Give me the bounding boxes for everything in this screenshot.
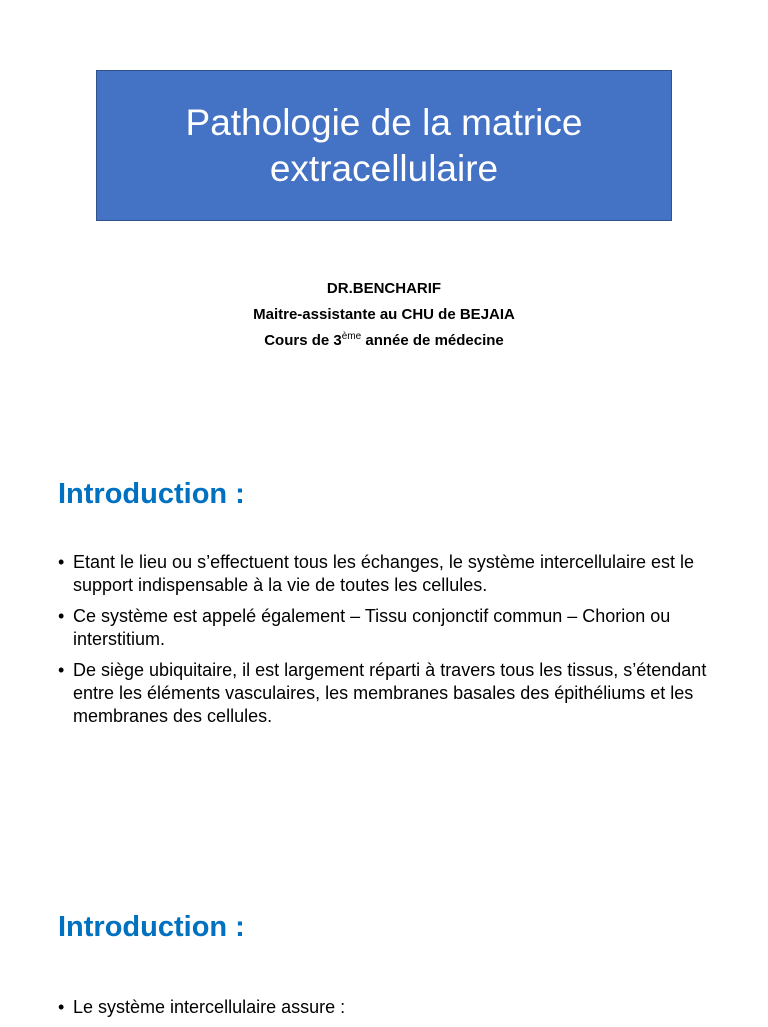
bullet-icon: • — [58, 552, 65, 572]
bullet-icon: • — [58, 606, 65, 626]
list-item — [58, 996, 718, 1019]
course-prefix: Cours de 3 — [264, 332, 342, 349]
course-superscript: ème — [341, 331, 362, 342]
list-item — [58, 659, 718, 728]
author-block — [0, 276, 768, 354]
bullet-list-introduction-2 — [58, 996, 718, 1027]
list-item — [58, 605, 718, 651]
bullet-icon: • — [58, 997, 65, 1017]
author-position: Maitre-assistante au CHU de BEJAIA — [253, 306, 515, 323]
bullet-text: Le système intercellulaire assure : — [73, 997, 346, 1017]
bullet-text: Ce système est appelé également – Tissu conjonctif commun – Chorion ou interstitium. — [73, 606, 671, 649]
bullet-text: Etant le lieu ou s’effectuent tous les échanges, le système intercellulaire est le support indispensable à la vie de toutes les cellules. — [73, 552, 695, 595]
title-banner — [96, 70, 672, 221]
course-line — [0, 328, 768, 354]
list-item — [58, 551, 718, 597]
bullet-icon: • — [58, 660, 65, 680]
section-heading-introduction-2: Introduction : — [58, 911, 245, 943]
section-heading-introduction: Introduction : — [58, 478, 245, 510]
title-line-2: extracellulaire — [269, 147, 499, 189]
bullet-list-introduction — [58, 551, 718, 736]
title-line-1: Pathologie de la matrice — [185, 101, 583, 143]
bullet-text: De siège ubiquitaire, il est largement réparti à travers tous les tissus, s’étendant entre les éléments vasculaires, les membranes basales des épithéliums et les membranes des cellules. — [73, 660, 707, 726]
course-suffix: année de médecine — [361, 332, 504, 349]
author-name: DR.BENCHARIF — [326, 280, 442, 297]
